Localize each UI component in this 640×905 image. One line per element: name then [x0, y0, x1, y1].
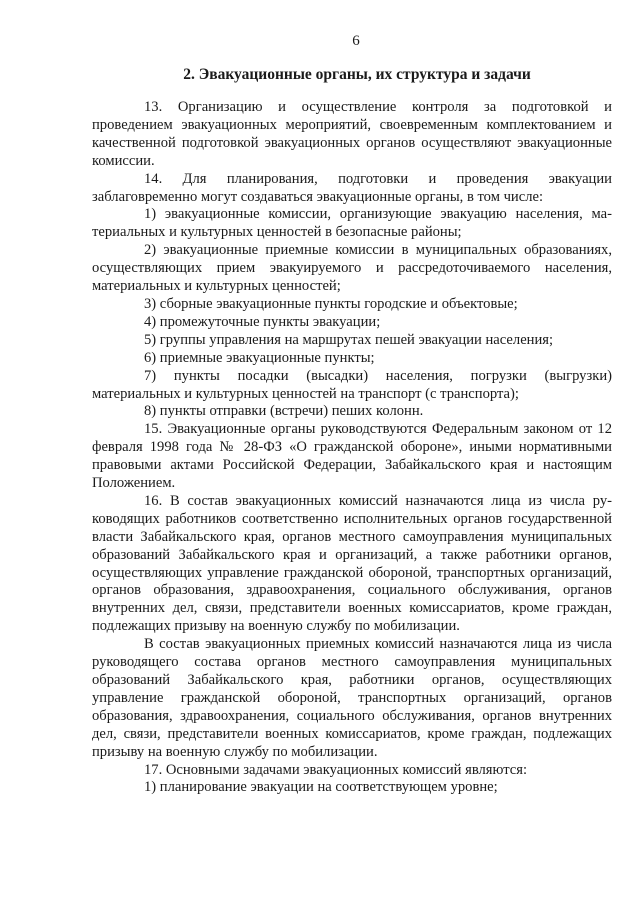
paragraph-16-continued: В состав эвакуационных приемных комиссий назначаются лица из числа руководящего состава органов местного самоуправления муниципальных образований Забайкальского края, работники органов, осуществляющих управление гражданской обороной, транспортных организаций, органов образования, здравоохранения, социального обслуживания, органов внутренних дел, связи, представители военных комиссариатов, кроме граждан, подлежащих призыву на военную службу по мобилизации.: [92, 636, 612, 760]
paragraph-15: 15. Эвакуационные органы руководствуются Федеральным законом от 12 февраля 1998 года № 28-ФЗ «О гражданской обороне», иными нормативными правовыми актами Российской Федерации, Забайкальского края и настоящим Положением.: [92, 421, 612, 492]
paragraph-17: 17. Основными задачами эвакуационных комиссий являются:: [144, 761, 528, 778]
task-item-1: 1) планирование эвакуации на соответствующем уровне;: [144, 779, 498, 796]
list-item-7: 7) пункты посадки (высадки) населения, погрузки (выгрузки) материальных и культурных ценностей на транспорт (с транспорта);: [92, 367, 612, 402]
list-item-4: 4) промежуточные пункты эвакуации;: [144, 313, 381, 330]
page-number: 6: [352, 33, 360, 49]
paragraph-16: 16. В состав эвакуационных комиссий назначаются лица из числа руководящих работников соответственно исполнительных органов государственной власти Забайкальского края, органов местного самоуправления муниципальных образований Забайкальского края и организаций, а также работники органов, осуществляющих управление гражданской обороной, транспортных организаций, органов образования, здравоохранения, социального обслуживания, органов внутренних дел, связи, представители военных комиссариатов, кроме граждан, подлежащих призыву на военную службу по мобилизации.: [92, 492, 612, 635]
list-item-8: 8) пункты отправки (встречи) пеших колонн.: [144, 403, 424, 420]
list-item-2: 2) эвакуационные приемные комиссии в муниципальных образованиях, осуществляющих прием эвакуируемого и рассредоточиваемого населения, материальных и культурных ценностей;: [92, 242, 612, 295]
list-item-1: 1) эвакуационные комиссии, организующие эвакуацию населения, материальных и культурных ценностей в безопасные районы;: [92, 206, 612, 241]
section-title: 2. Эвакуационные органы, их структура и задачи: [183, 66, 531, 83]
list-item-5: 5) группы управления на маршрутах пешей эвакуации населения;: [144, 331, 554, 348]
list-item-3: 3) сборные эвакуационные пункты городские и объектовые;: [144, 295, 518, 312]
paragraph-13: 13. Организацию и осуществление контроля за подготовкой и проведением эвакуационных мероприятий, своевременным комплектованием и качественной подготовкой эвакуационных органов осуществляют эвакуационные комиссии.: [92, 99, 612, 169]
paragraph-14: 14. Для планирования, подготовки и проведения эвакуации заблаговременно могут создаваться эвакуационные органы, в том числе:: [92, 170, 612, 205]
list-item-6: 6) приемные эвакуационные пункты;: [144, 349, 375, 366]
